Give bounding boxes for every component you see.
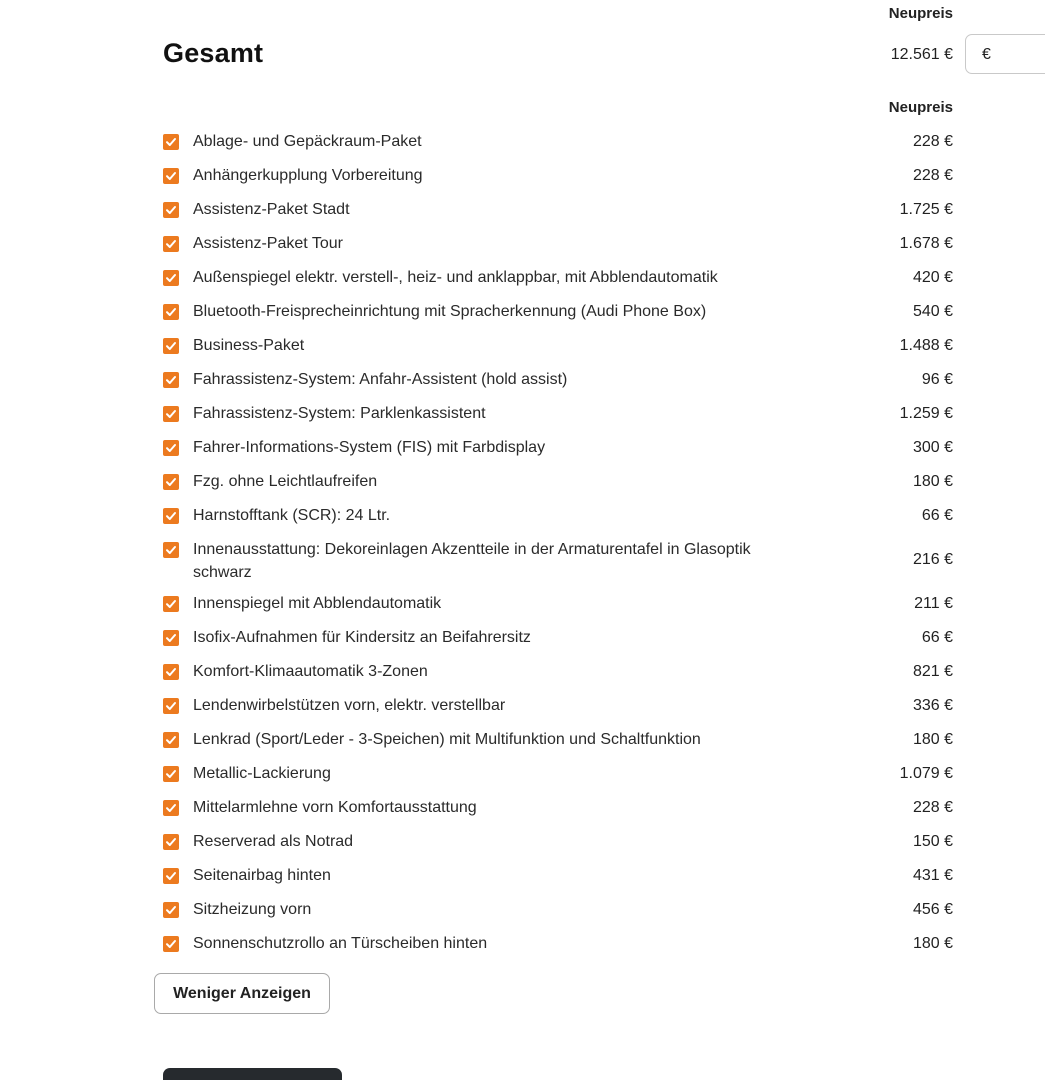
option-checkbox[interactable] <box>163 664 179 680</box>
option-row[interactable] <box>163 364 953 398</box>
option-checkbox[interactable] <box>163 270 179 286</box>
option-checkbox[interactable] <box>163 800 179 816</box>
option-price: 216 € <box>912 551 953 568</box>
checkmark-icon <box>165 632 177 644</box>
options-neupreis-column-header: Neupreis <box>888 99 953 116</box>
option-label: Fahrassistenz-System: Anfahr-Assistent (hold assist) <box>193 371 568 388</box>
gesamt-title: Gesamt <box>163 38 264 68</box>
dark-action-button[interactable] <box>163 1068 342 1080</box>
checkmark-icon <box>165 136 177 148</box>
checkmark-icon <box>165 238 177 250</box>
option-price: 336 € <box>912 697 953 714</box>
show-less-button[interactable]: Weniger Anzeigen <box>154 973 330 1014</box>
option-row[interactable] <box>163 262 953 296</box>
option-row[interactable] <box>163 466 953 500</box>
checkmark-icon <box>165 374 177 386</box>
option-label: Bluetooth-Freisprecheinrichtung mit Spracherkennung (Audi Phone Box) <box>193 303 707 320</box>
option-price: 180 € <box>912 473 953 490</box>
option-label: Assistenz-Paket Stadt <box>193 201 350 218</box>
option-label: Sonnenschutzrollo an Türscheiben hinten <box>193 935 488 952</box>
option-label: Sitzheizung vorn <box>193 901 312 918</box>
option-row[interactable] <box>163 588 953 622</box>
checkmark-icon <box>165 734 177 746</box>
option-row[interactable] <box>163 296 953 330</box>
option-checkbox[interactable] <box>163 868 179 884</box>
option-label: Außenspiegel elektr. verstell-, heiz- und anklappbar, mit Abblendautomatik <box>193 269 718 286</box>
option-label: Assistenz-Paket Tour <box>193 235 343 252</box>
checkmark-icon <box>165 510 177 522</box>
option-label: Business-Paket <box>193 337 305 354</box>
option-price: 1.488 € <box>899 337 953 354</box>
option-row[interactable] <box>163 724 953 758</box>
checkmark-icon <box>165 340 177 352</box>
price-input-field[interactable] <box>965 34 1045 74</box>
option-price: 96 € <box>921 371 953 388</box>
option-price: 821 € <box>912 663 953 680</box>
option-row[interactable] <box>163 826 953 860</box>
checkmark-icon <box>165 306 177 318</box>
option-checkbox[interactable] <box>163 134 179 150</box>
option-row[interactable] <box>163 534 953 588</box>
option-checkbox[interactable] <box>163 406 179 422</box>
option-row[interactable] <box>163 432 953 466</box>
option-label: Ablage- und Gepäckraum-Paket <box>193 133 422 150</box>
option-price: 431 € <box>912 867 953 884</box>
checkmark-icon <box>165 598 177 610</box>
checkmark-icon <box>165 442 177 454</box>
option-checkbox[interactable] <box>163 474 179 490</box>
option-label: Lendenwirbelstützen vorn, elektr. verstellbar <box>193 697 506 714</box>
option-checkbox[interactable] <box>163 902 179 918</box>
option-row[interactable] <box>163 126 953 160</box>
option-checkbox[interactable] <box>163 596 179 612</box>
checkmark-icon <box>165 870 177 882</box>
option-row[interactable] <box>163 194 953 228</box>
option-price: 228 € <box>912 799 953 816</box>
option-price: 456 € <box>912 901 953 918</box>
option-price: 150 € <box>912 833 953 850</box>
options-list <box>163 126 953 962</box>
option-row[interactable] <box>163 622 953 656</box>
option-label: Seitenairbag hinten <box>193 867 331 884</box>
option-row[interactable] <box>163 228 953 262</box>
option-price: 211 € <box>914 595 953 612</box>
option-row[interactable] <box>163 398 953 432</box>
option-row[interactable] <box>163 330 953 364</box>
option-label: Metallic-Lackierung <box>193 765 331 782</box>
option-checkbox[interactable] <box>163 168 179 184</box>
checkmark-icon <box>165 802 177 814</box>
option-price: 228 € <box>912 167 953 184</box>
option-row[interactable] <box>163 690 953 724</box>
option-checkbox[interactable] <box>163 698 179 714</box>
checkmark-icon <box>165 408 177 420</box>
option-price: 540 € <box>912 303 953 320</box>
option-checkbox[interactable] <box>163 440 179 456</box>
option-price: 228 € <box>912 133 953 150</box>
option-row[interactable] <box>163 160 953 194</box>
option-price: 1.725 € <box>899 201 953 218</box>
option-checkbox[interactable] <box>163 630 179 646</box>
option-price: 1.079 € <box>899 765 953 782</box>
option-row[interactable] <box>163 928 953 962</box>
option-checkbox[interactable] <box>163 338 179 354</box>
checkmark-icon <box>165 938 177 950</box>
option-row[interactable] <box>163 894 953 928</box>
option-row[interactable] <box>163 500 953 534</box>
option-price: 1.678 € <box>899 235 953 252</box>
option-checkbox[interactable] <box>163 202 179 218</box>
checkmark-icon <box>165 272 177 284</box>
checkmark-icon <box>165 768 177 780</box>
checkmark-icon <box>165 476 177 488</box>
gesamt-total-price: 12.561 € <box>890 46 953 63</box>
option-price: 300 € <box>912 439 953 456</box>
option-row[interactable] <box>163 792 953 826</box>
checkmark-icon <box>165 666 177 678</box>
neupreis-column-header: Neupreis <box>888 5 953 22</box>
option-price: 180 € <box>912 731 953 748</box>
price-input[interactable] <box>1000 41 1045 69</box>
checkmark-icon <box>165 836 177 848</box>
option-label: Fahrassistenz-System: Parklenkassistent <box>193 405 486 422</box>
option-checkbox[interactable] <box>163 508 179 524</box>
option-checkbox[interactable] <box>163 372 179 388</box>
checkmark-icon <box>165 204 177 216</box>
option-price: 180 € <box>912 935 953 952</box>
option-label: Harnstofftank (SCR): 24 Ltr. <box>193 507 391 524</box>
option-checkbox[interactable] <box>163 542 179 558</box>
option-checkbox[interactable] <box>163 936 179 952</box>
option-label: Anhängerkupplung Vorbereitung <box>193 167 423 184</box>
option-label: Isofix-Aufnahmen für Kindersitz an Beifahrersitz <box>193 629 531 646</box>
option-price: 1.259 € <box>899 405 953 422</box>
option-checkbox[interactable] <box>163 766 179 782</box>
option-label: Reserverad als Notrad <box>193 833 354 850</box>
option-price: 66 € <box>921 507 953 524</box>
option-checkbox[interactable] <box>163 236 179 252</box>
checkmark-icon <box>165 904 177 916</box>
checkmark-icon <box>165 170 177 182</box>
option-label: Innenausstattung: Dekoreinlagen Akzentteile in der Armaturentafel in Glasoptik schwarz <box>193 541 751 581</box>
option-price: 66 € <box>921 629 953 646</box>
option-checkbox[interactable] <box>163 732 179 748</box>
option-row[interactable] <box>163 860 953 894</box>
option-label: Lenkrad (Sport/Leder - 3-Speichen) mit Multifunktion und Schaltfunktion <box>193 731 701 748</box>
option-checkbox[interactable] <box>163 834 179 850</box>
checkmark-icon <box>165 544 177 556</box>
option-label: Innenspiegel mit Abblendautomatik <box>193 595 442 612</box>
option-price: 420 € <box>912 269 953 286</box>
option-label: Mittelarmlehne vorn Komfortausstattung <box>193 799 477 816</box>
checkmark-icon <box>165 700 177 712</box>
option-row[interactable] <box>163 656 953 690</box>
option-checkbox[interactable] <box>163 304 179 320</box>
euro-currency-icon: € <box>982 46 991 63</box>
option-row[interactable] <box>163 758 953 792</box>
option-label: Fahrer-Informations-System (FIS) mit Farbdisplay <box>193 439 546 456</box>
option-label: Komfort-Klimaautomatik 3-Zonen <box>193 663 428 680</box>
option-label: Fzg. ohne Leichtlaufreifen <box>193 473 378 490</box>
